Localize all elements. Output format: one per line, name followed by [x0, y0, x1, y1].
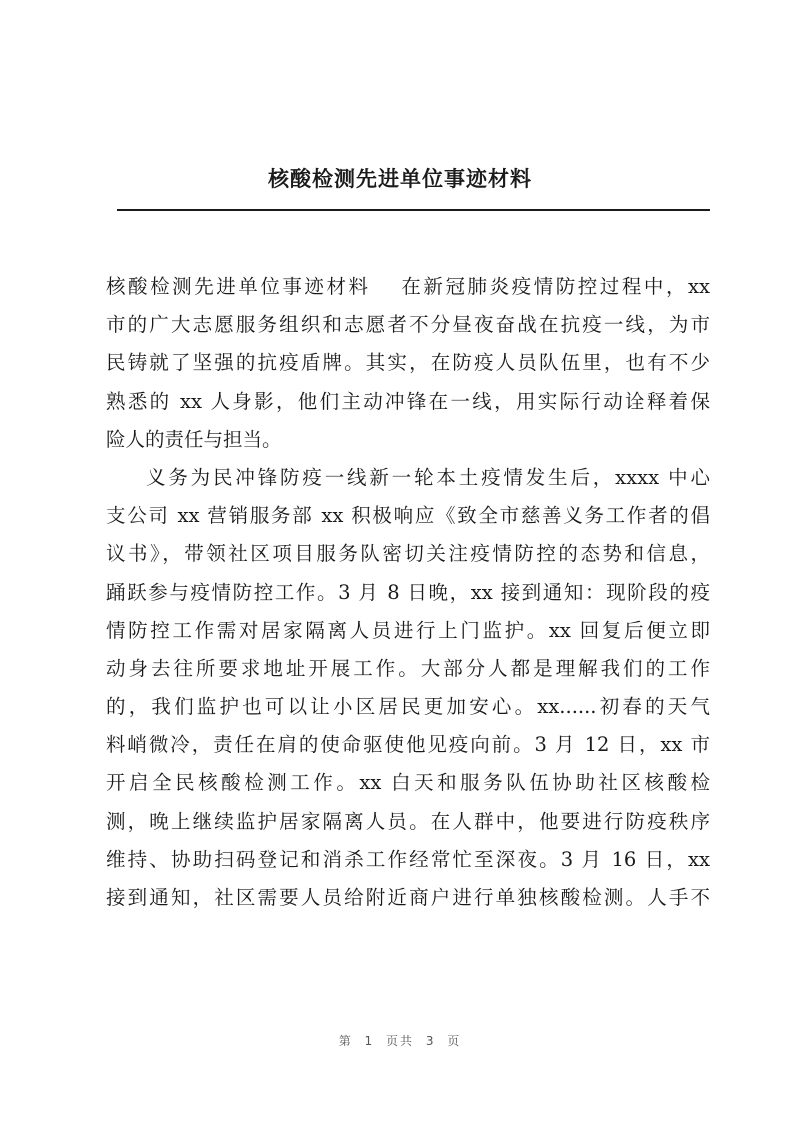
text-line: 议书》，带领社区项目服务队密切关注疫情防控的态势和信息，	[106, 542, 710, 566]
text-line: 情防控工作需对居家隔离人员进行上门监护。xx 回复后便立即	[106, 618, 710, 642]
paragraph-1	[106, 268, 710, 459]
text-line: 测，晚上继续监护居家隔离人员。在人群中，他要进行防疫秩序	[106, 809, 710, 833]
text-line: 义务为民冲锋防疫一线新一轮本土疫情发生后，xxxx 中心	[146, 465, 710, 489]
text-line: 开启全民核酸检测工作。xx 白天和服务队伍协助社区核酸检	[106, 771, 710, 795]
text-line: 维持、协助扫码登记和消杀工作经常忙至深夜。3 月 16 日，xx	[106, 847, 710, 871]
text-line: 熟悉的 xx 人身影，他们主动冲锋在一线，用实际行动诠释着保	[106, 389, 710, 413]
text-line: 民铸就了坚强的抗疫盾牌。其实，在防疫人员队伍里，也有不少	[106, 351, 710, 375]
title-divider	[117, 209, 710, 211]
text-line: 的，我们监护也可以让小区居民更加安心。xx......初春的天气	[106, 695, 710, 719]
text-line: 料峭微冷，责任在肩的使命驱使他见疫向前。3 月 12 日，xx 市	[106, 733, 710, 757]
document-body	[106, 268, 710, 917]
text-line: 动身去往所要求地址开展工作。大部分人都是理解我们的工作	[106, 656, 710, 680]
text-line: 险人的责任与担当。	[106, 427, 282, 451]
text-line: 踊跃参与疫情防控工作。3 月 8 日晚，xx 接到通知：现阶段的疫	[106, 580, 710, 604]
page-footer: 第 1 页共 3 页	[338, 1034, 462, 1048]
paragraph-2	[106, 459, 710, 917]
text-line: 核酸检测先进单位事迹材料 在新冠肺炎疫情防控过程中，xx	[106, 275, 710, 298]
page-title: 核酸检测先进单位事迹材料	[268, 166, 532, 191]
text-line: 支公司 xx 营销服务部 xx 积极响应《致全市慈善义务工作者的倡	[106, 504, 710, 528]
text-line: 接到通知，社区需要人员给附近商户进行单独核酸检测。人手不	[106, 886, 710, 909]
text-line: 市的广大志愿服务组织和志愿者不分昼夜奋战在抗疫一线，为市	[106, 313, 710, 337]
